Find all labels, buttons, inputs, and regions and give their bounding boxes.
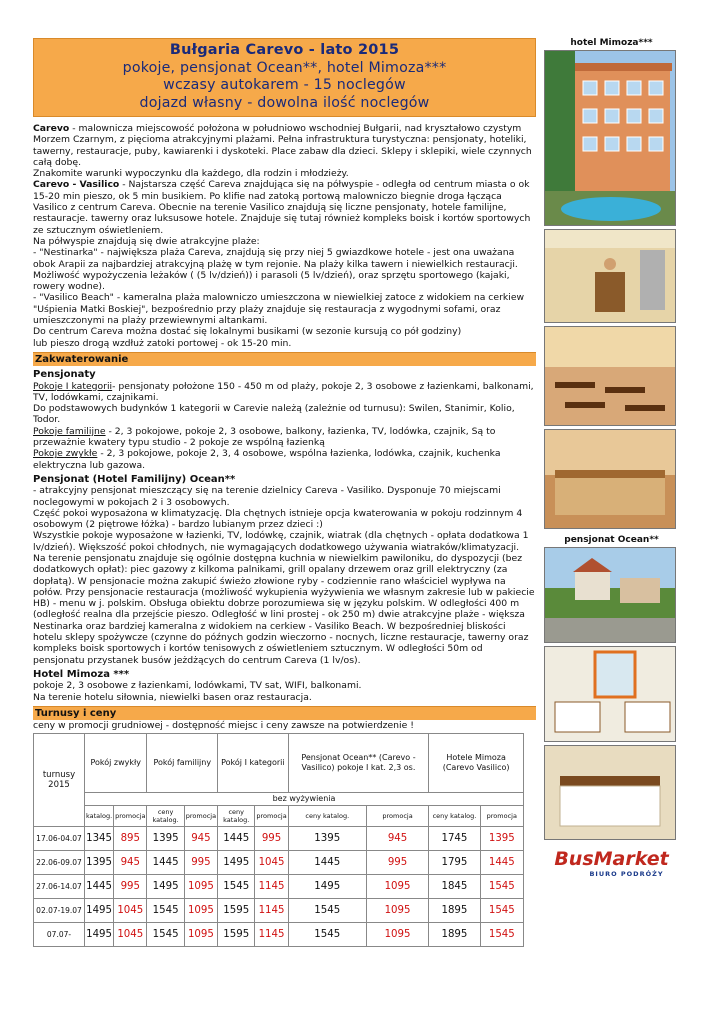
price-subheader: promocja [480,806,523,827]
catalog-price: 1445 [85,875,114,899]
promo-price: 1045 [114,923,147,947]
catalog-price: 1795 [429,851,480,875]
catalog-price: 1495 [218,851,255,875]
catalog-price: 1445 [218,827,255,851]
ocean-text-1: - atrakcyjny pensjonat mieszczący się na terenie dzielnicy Careva - Vasiliko. Dysponuje 70 miejscami noclegowymi w pokojach 2 i 3 osobowych. [33,485,501,508]
zwykle-text: - 2, 3 pokojowe, pokoje 2, 3, 4 osobowe, wspólna łazienka, lodówka, czajnik, kuchenka elektryczna lub gazowa. [33,448,501,471]
logo-subtitle: BIURO PODRÓŻY [589,870,664,878]
promo-price: 995 [366,851,428,875]
table-row [34,827,524,851]
ocean-heading: Pensjonat (Hotel Familijny) Ocean** [33,473,236,485]
turnus-date: 02.07-19.07 [34,899,85,923]
ocean-text-2: Część pokoi wyposażona w klimatyzację. Dla chętnych istnieje opcja kwaterowania w pokoju rodzinnym 4 osobowym (2 piętrowe łóżka) - bardzo lubianym przez dzieci :) [33,507,523,531]
intro-paragraph-6: - "Vasilico Beach" - kameralna plaża malowniczo umieszczona w niewielkiej zatoce z widokiem na cerkiew "Uśpienia Matki Boskiej", bezpośrednio przy plaży znajduje się restauracja z wygodnymi sofami, oraz umieszczonymi na plaży przewiewnymi altankami. [33,292,525,327]
catalog-price: 1545 [147,923,184,947]
turnus-date: 17.06-04.07 [34,827,85,851]
price-subheader: ceny katalog. [218,806,255,827]
promo-price: 945 [114,851,147,875]
catalog-price: 1545 [288,899,366,923]
busmarket-logo [544,848,679,878]
logo-name: BusMarket [554,848,669,870]
catalog-price: 1495 [288,875,366,899]
table-row [34,851,524,875]
catalog-price: 1395 [85,851,114,875]
ocean-text-3: Wszystkie pokoje wyposażone w łazienki, TV, lodówkę, czajnik, wiatrak (dla chętnych - opłata dodatkowa 1 lv/dzień). Większość pokoi chłodnych, nie wymagających dodatkowego używania wiatraków/klimatyzacji. [33,530,529,553]
promo-price: 1095 [184,923,217,947]
group-header: Pensjonat Ocean** (Carevo -Vasilico) pokoje I kat. 2,3 os. [288,734,429,793]
pensjonat-caption: pensjonat Ocean** [564,535,659,545]
section-zakwaterowanie: Zakwaterowanie [33,352,536,366]
intro-paragraph-1: - malownicza miejscowość położona w południowo wschodniej Bułgarii, nad kryształowo czystym Morzem Czarnym, z pięcioma atrakcyjnymi plażami. Pełna infrastruktura turystyczna: pensjonaty, hoteliki, tawerny, restauracje, puby, kawiarenki i dyskoteki. Place zabaw dla dzieci. Sklepy i sklepiki, wiele czynnych całą dobę. [33,123,532,168]
pensjonaty-heading: Pensjonaty [33,369,96,381]
catalog-price: 1495 [147,875,184,899]
table-row [34,899,524,923]
familijne-label: Pokoje familijne [33,425,106,437]
pensjonat-street-photo [544,547,676,643]
room-bed-photo [544,429,676,529]
title-banner [33,38,536,117]
catalog-price: 1545 [147,899,184,923]
catalog-price: 1595 [218,899,255,923]
title-line-2: pokoje, pensjonat Ocean**, hotel Mimoza*** [122,59,447,76]
promo-price: 1445 [480,851,523,875]
catalog-price: 1895 [429,899,480,923]
kat1-label: Pokoje I kategorii [33,380,113,392]
intro-paragraph-8: lub pieszo drogą wzdłuż zatoki portowej - ok 15-20 min. [33,337,292,349]
mimoza-text-1: pokoje 2, 3 osobowe z łazienkami, lodówkami, TV sat, WIFI, balkonami. [33,680,362,692]
kat1-buildings: Do podstawowych budynków 1 kategorii w Carevie należą (zależnie od turnusu): Swilen, Stanimir, Kolio, Todor. [33,403,515,426]
meal-header: bez wyżywienia [85,793,524,806]
section-turnusy: Turnusy i ceny [33,706,536,720]
promo-price: 945 [366,827,428,851]
promo-price: 1045 [255,851,288,875]
hotel-caption: hotel Mimoza*** [570,38,653,48]
intro-paragraph-2: Znakomite warunki wypoczynku dla każdego, dla rodzin i młodzieży. [33,168,349,180]
promo-price: 995 [255,827,288,851]
turnus-date: 07.07- [34,923,85,947]
promo-price: 1145 [255,875,288,899]
intro-carevo-bold: Carevo [33,123,70,134]
promo-price: 1145 [255,923,288,947]
promo-price: 995 [114,875,147,899]
promo-price: 895 [114,827,147,851]
turnusy-note: ceny w promocji grudniowej - dostępność miejsc i ceny zawsze na potwierdzenie ! [33,720,414,732]
pensjonat-bed-photo [544,745,676,840]
intro-paragraph-4: Na półwyspie znajdują się dwie atrakcyjne plaże: [33,235,260,247]
promo-price: 1395 [480,827,523,851]
reception-photo [544,229,676,323]
promo-price: 995 [184,851,217,875]
mimoza-heading: Hotel Mimoza *** [33,668,130,680]
price-rows [34,827,524,947]
turnus-date: 22.06-09.07 [34,851,85,875]
catalog-price: 1495 [85,899,114,923]
catalog-price: 1545 [218,875,255,899]
group-header: Hotele Mimoza (Carevo Vasilico) [429,734,524,793]
main-column [33,38,536,947]
promo-price: 1545 [480,875,523,899]
price-table [33,733,524,947]
title-line-1: Bułgaria Carevo - lato 2015 [169,42,400,58]
familijne-text: - 2, 3 pokojowe, pokoje 2, 3 osobowe, balkony, łazienka, TV, lodówka, czajnik, Są to przeważnie kwatery typu studio - 2 pokoje ze wspólną łazienką [33,425,496,449]
price-subheader: ceny katalog. [288,806,366,827]
turnusy-header: turnusy 2015 [34,734,85,827]
promo-price: 1095 [366,923,428,947]
turnus-date: 27.06-14.07 [34,875,85,899]
promo-price: 1095 [366,875,428,899]
promo-price: 1545 [480,923,523,947]
promo-price: 1095 [184,899,217,923]
price-subheader: katalog. [85,806,114,827]
photo-column [544,38,679,878]
catalog-price: 1395 [147,827,184,851]
intro-paragraph-5: - "Nestinarka" - największa plaża Careva, znajdują się przy niej 5 gwiazdkowe hotele - jest ona uważana obok Arapii za najbardziej atrakcyjną plażę w tym rejonie. Na plaży kilka tawern i niewielkich restauracji. Możliwość wypożyczenia leżaków ( (5 lv/dzień)) i parasoli (5 lv/dzień), oraz sprzętu sportowego (kajaki, rowery wodne). [33,247,518,293]
promo-price: 1045 [114,899,147,923]
mimoza-text-2: Na terenie hotelu siłownia, niewielki basen oraz restauracja. [33,691,312,703]
catalog-price: 1895 [429,923,480,947]
price-subheader: promocja [255,806,288,827]
price-subheader: promocja [114,806,147,827]
group-header: Pokój zwykły [85,734,147,793]
table-row [34,875,524,899]
price-subheader: promocja [184,806,217,827]
catalog-price: 1845 [429,875,480,899]
table-row [34,923,524,947]
catalog-price: 1545 [288,923,366,947]
promo-price: 1095 [366,899,428,923]
intro-text [33,123,536,731]
title-line-4: dojazd własny - dowolna ilość noclegów [139,94,430,111]
catalog-price: 1595 [218,923,255,947]
group-header: Pokój I kategorii [218,734,289,793]
catalog-price: 1745 [429,827,480,851]
group-header: Pokój familijny [147,734,218,793]
ocean-text-4: Na terenie pensjonatu znajduje się ogólnie dostępna kuchnia w niewielkim pawiloniku, do dyspozycji (bez dodatkowych opłat): piec gazowy z kilkoma palnikami, grill opalany drzewem oraz grill elektryczny (za dopłatą). W pensjonacie można zakupić świeżo złowione ryby - codziennie rano właściciel wypływa na połów. Przy pensjonacie restauracja (możliwość wykupienia wyżywienia we własnym zakresie lub w pakiecie HB) - menu w j. polskim. Obsługa obiektu dobrze porozumiewa się w języku polskim. W odległości 400 m (odległość realna dla przejście pieszo. Odległość w lini prostej - ok 250 m) dwie atrakcyjne plaże - większa Nestinarka oraz bardziej kameralna z widokiem na cerkiew - Vasiliko Beach. W bezpośredniej bliskości hotelu sklepy spożywcze (czynne do późnych godzin wieczorno - nocnych, liczne restauracje, tawerny oraz kompleks boisk sportowych i kortów tenisowych z oświetleniem sztucznym. W odległości 50m od pensjonatu przystanek busów jeżdżących do centrum Careva (1 lv/os). [33,552,535,666]
promo-price: 1095 [184,875,217,899]
pensjonat-room-photo [544,646,676,742]
zwykle-label: Pokoje zwykłe [33,448,98,460]
catalog-price: 1395 [288,827,366,851]
price-subheader: ceny katalog. [147,806,184,827]
catalog-price: 1445 [147,851,184,875]
intro-paragraph-7: Do centrum Careva można dostać się lokalnymi busikami (w sezonie kursują co pół godziny) [33,326,462,338]
hotel-building-photo [544,50,676,226]
restaurant-photo [544,326,676,426]
promo-price: 1145 [255,899,288,923]
intro-vasilico-bold: Carevo - Vasilico [33,179,120,191]
price-subheader: ceny katalog. [429,806,480,827]
kat1-text: - pensjonaty położone 150 - 450 m od plaży, pokoje 2, 3 osobowe z łazienkami, balkonami, TV, lodówkami, czajnikami. [33,380,534,403]
catalog-price: 1445 [288,851,366,875]
promo-price: 945 [184,827,217,851]
subheader-row [34,806,524,827]
catalog-price: 1345 [85,827,114,851]
promo-price: 1545 [480,899,523,923]
title-line-3: wczasy autokarem - 15 noclegów [163,77,406,93]
catalog-price: 1495 [85,923,114,947]
price-subheader: promocja [366,806,428,827]
intro-paragraph-3: - Najstarsza część Careva znajdująca się na półwyspie - odległa od centrum miasta o ok 15-20 min pieszo, ok 5 min busikiem. Po klifie nad zatoką portową malowniczo biegnie droga łącząca Vasilico z centrum Careva. Obecnie na terenie Vasilico znajdują się liczne pensjonaty, hotele familijne, restauracje. tawerny oraz luksusowe hotele. Znajduje się tutaj również kompleks boisk i kortów sportowych ze sztucznym oświetleniem. [33,179,531,236]
